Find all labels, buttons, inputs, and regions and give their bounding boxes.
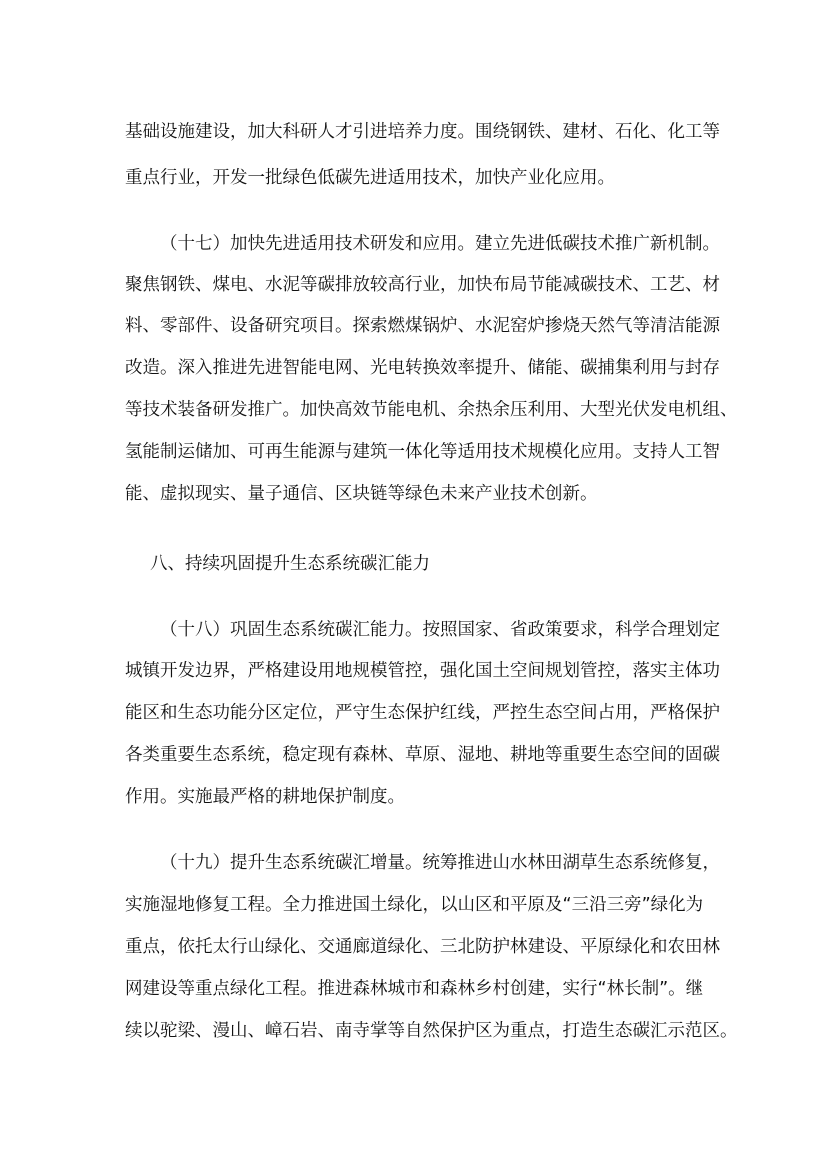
paragraph-line: 城镇开发边界，严格建设用地规模管控，强化国土空间规划管控，落实主体功 <box>125 661 720 681</box>
paragraph-line: 作用。实施最严格的耕地保护制度。 <box>125 787 405 807</box>
paragraph-line: 各类重要生态系统，稳定现有森林、草原、湿地、耕地等重要生态空间的固碳 <box>125 745 720 765</box>
paragraph-line: 能区和生态功能分区定位，严守生态保护红线，严控生态空间占用，严格保护 <box>125 703 720 723</box>
paragraph-line: 重点行业，开发一批绿色低碳先进适用技术，加快产业化应用。 <box>125 168 615 188</box>
section-18-title-line: （十八）巩固生态系统碳汇能力。按照国家、省政策要求，科学合理划定 <box>160 620 720 640</box>
section-8-heading: 八、持续巩固提升生态系统碳汇能力 <box>150 554 430 574</box>
paragraph-line: 氢能制运储加、可再生能源与建筑一体化等适用技术规模化应用。支持人工智 <box>125 442 720 462</box>
section-19-title-line: （十九）提升生态系统碳汇增量。统筹推进山水林田湖草生态系统修复， <box>160 853 720 873</box>
section-17-title-line: （十七）加快先进适用技术研发和应用。建立先进低碳技术推广新机制。 <box>160 234 720 254</box>
paragraph-line: 基础设施建设，加大科研人才引进培养力度。围绕钢铁、建材、石化、化工等 <box>125 122 720 142</box>
paragraph-line: 实施湿地修复工程。全力推进国土绿化，以山区和平原及“三沿三旁”绿化为 <box>125 895 704 915</box>
paragraph-line: 等技术装备研发推广。加快高效节能电机、余热余压利用、大型光伏发电机组、 <box>125 400 738 420</box>
paragraph-line: 网建设等重点绿化工程。推进森林城市和森林乡村创建，实行“林长制”。继 <box>125 979 704 999</box>
paragraph-line: 续以驼梁、漫山、嶂石岩、南寺掌等自然保护区为重点，打造生态碳汇示范区。 <box>125 1021 738 1041</box>
paragraph-line: 聚焦钢铁、煤电、水泥等碳排放较高行业，加快布局节能减碳技术、工艺、材 <box>125 275 720 295</box>
paragraph-line: 能、虚拟现实、量子通信、区块链等绿色未来产业技术创新。 <box>125 484 598 504</box>
paragraph-line: 改造。深入推进先进智能电网、光电转换效率提升、储能、碳捕集利用与封存 <box>125 358 720 378</box>
paragraph-line: 重点，依托太行山绿化、交通廊道绿化、三北防护林建设、平原绿化和农田林 <box>125 937 720 957</box>
paragraph-line: 料、零部件、设备研究项目。探索燃煤锅炉、水泥窑炉掺烧天然气等清洁能源 <box>125 316 720 336</box>
